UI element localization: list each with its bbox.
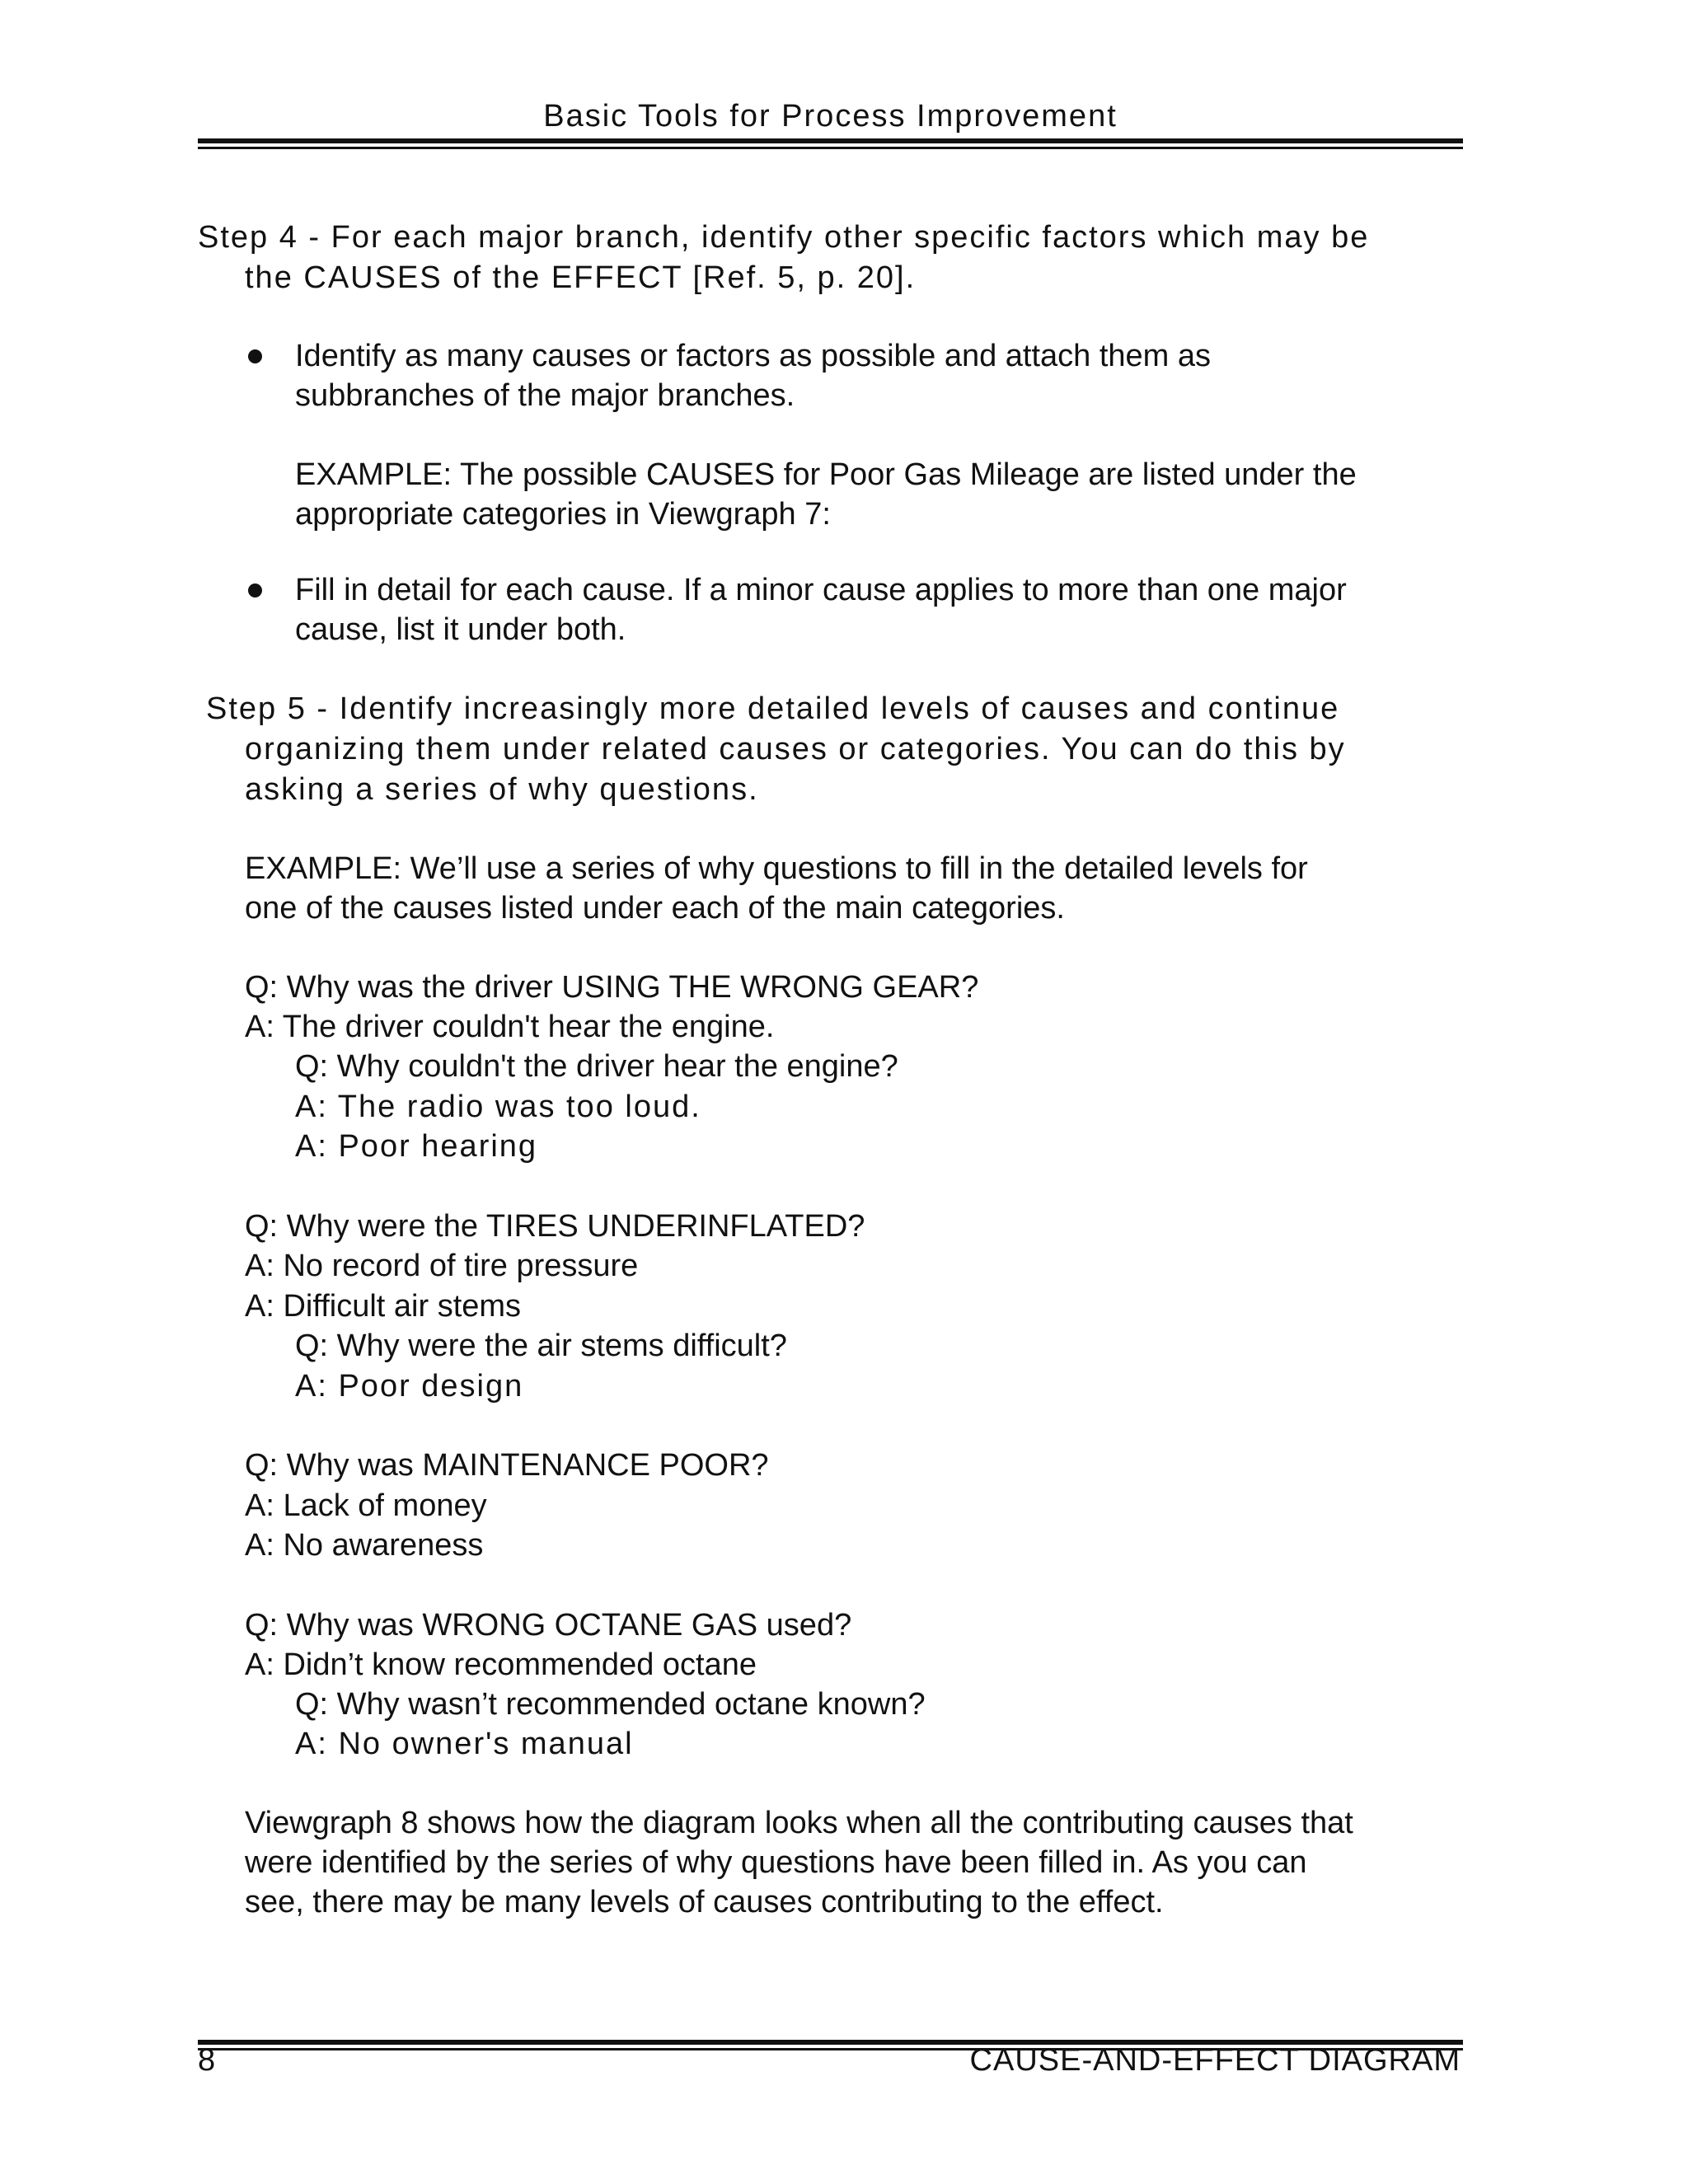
step4-heading-cont: the CAUSES of the EFFECT [Ref. 5, p. 20]. (245, 260, 917, 295)
closing-line-3: see, there may be many levels of causes contributing to the effect. (245, 1885, 1164, 1919)
closing-line-2: were identified by the series of why questions have been filled in. As you can (245, 1845, 1307, 1880)
qa-question: Q: Why was MAINTENANCE POOR? (245, 1448, 769, 1483)
qa-question: Q: Why were the TIRES UNDERINFLATED? (245, 1209, 865, 1244)
step5-heading-cont-1: organizing them under related causes or categories. You can do this by (245, 732, 1346, 766)
running-header: Basic Tools for Process Improvement (543, 99, 1118, 134)
qa-answer: A: Difficult air stems (245, 1289, 522, 1324)
qa-sub-question: Q: Why wasn’t recommended octane known? (295, 1687, 926, 1722)
qa-sub-answer: A: Poor design (295, 1369, 524, 1404)
qa-sub-question: Q: Why couldn't the driver hear the engine? (295, 1049, 898, 1084)
running-footer: CAUSE-AND-EFFECT DIAGRAM (969, 2043, 1461, 2078)
step4-example-line-1: EXAMPLE: The possible CAUSES for Poor Gas Mileage are listed under the (295, 457, 1357, 492)
bullet-2-line-2: cause, list it under both. (295, 612, 626, 647)
step5-example-line-2: one of the causes listed under each of the main categories. (245, 891, 1065, 926)
qa-sub-question: Q: Why were the air stems difficult? (295, 1329, 787, 1363)
step4-example-line-2: appropriate categories in Viewgraph 7: (295, 497, 831, 532)
step5-heading: Step 5 - Identify increasingly more detailed levels of causes and continue (206, 691, 1340, 726)
step5-example-line-1: EXAMPLE: We’ll use a series of why questions to fill in the detailed levels for (245, 851, 1308, 886)
bullet-icon (248, 583, 262, 598)
qa-sub-answer: A: No owner's manual (295, 1727, 634, 1761)
qa-answer: A: The driver couldn't hear the engine. (245, 1010, 775, 1044)
bullet-2-line-1: Fill in detail for each cause. If a minor cause applies to more than one major (295, 573, 1347, 607)
qa-question: Q: Why was the driver USING THE WRONG GEAR? (245, 970, 979, 1005)
bullet-1-line-2: subbranches of the major branches. (295, 378, 795, 413)
page-number: 8 (198, 2043, 216, 2078)
qa-answer: A: No awareness (245, 1528, 484, 1563)
header-rule (198, 138, 1463, 149)
qa-answer: A: Didn’t know recommended octane (245, 1647, 757, 1682)
qa-answer: A: No record of tire pressure (245, 1249, 639, 1283)
step4-heading: Step 4 - For each major branch, identify other specific factors which may be (198, 220, 1370, 255)
step5-heading-cont-2: asking a series of why questions. (245, 772, 759, 807)
qa-question: Q: Why was WRONG OCTANE GAS used? (245, 1608, 852, 1643)
qa-sub-answer: A: Poor hearing (295, 1129, 538, 1164)
closing-line-1: Viewgraph 8 shows how the diagram looks when all the contributing causes that (245, 1806, 1353, 1840)
qa-sub-answer: A: The radio was too loud. (295, 1090, 701, 1124)
bullet-icon (248, 349, 262, 363)
bullet-1-line-1: Identify as many causes or factors as possible and attach them as (295, 339, 1212, 373)
qa-answer: A: Lack of money (245, 1488, 487, 1523)
